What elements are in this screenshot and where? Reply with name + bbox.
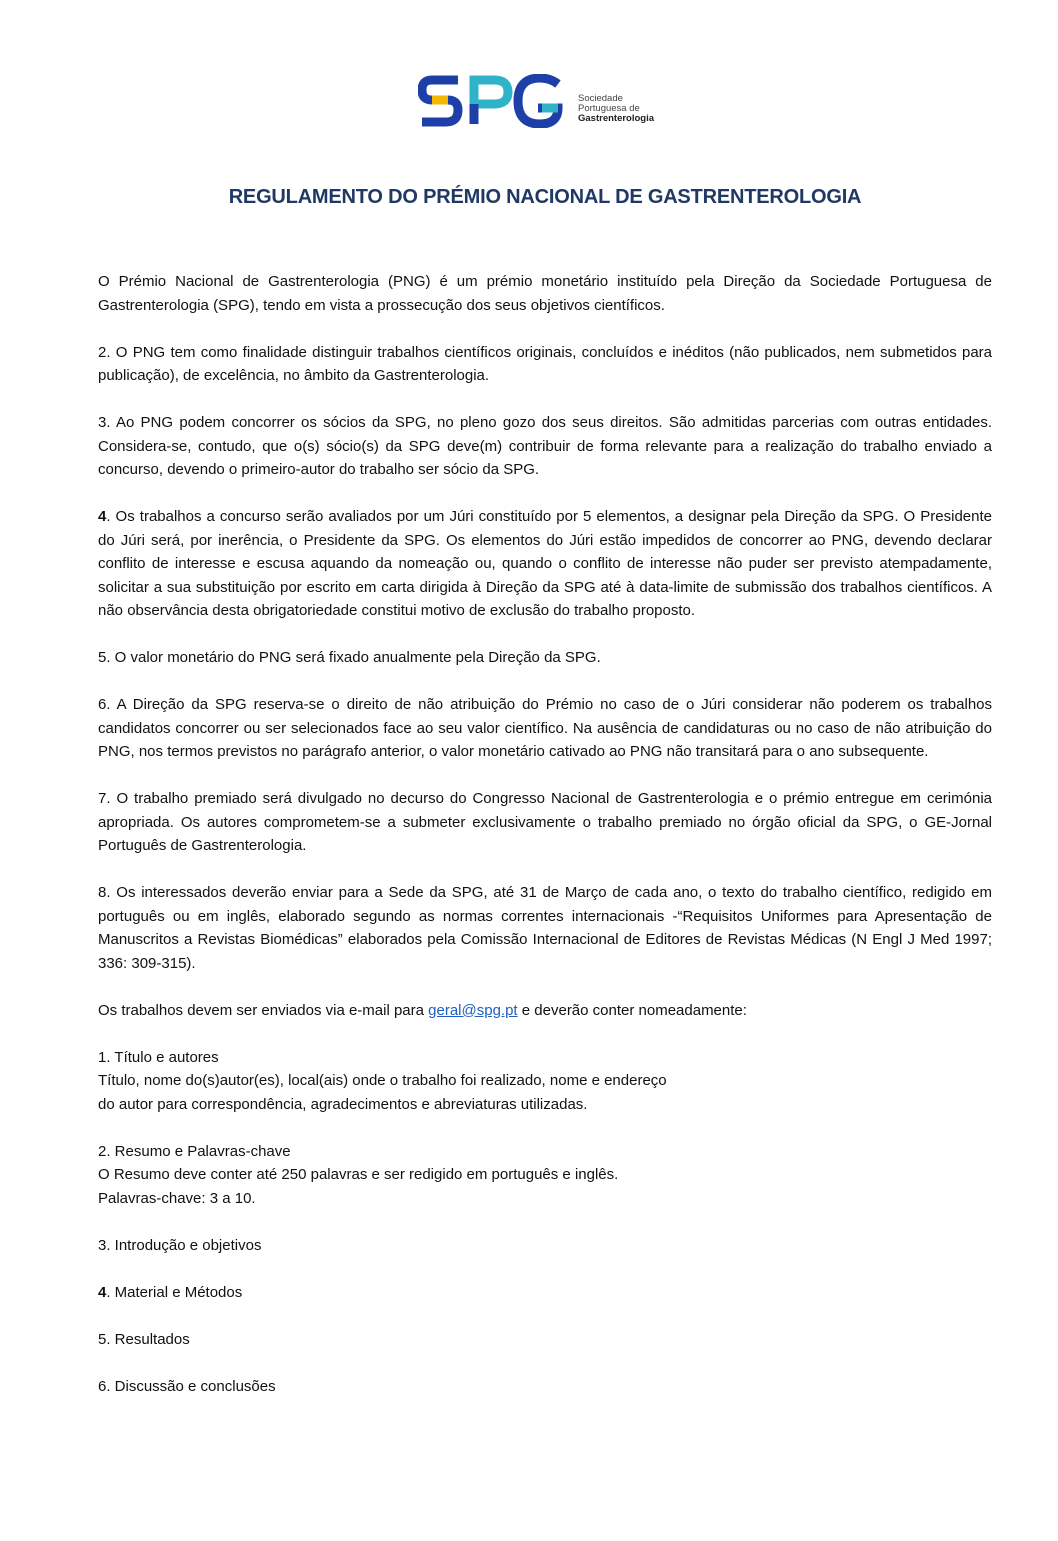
clause-4-number: 4 <box>98 508 107 525</box>
document-body <box>98 270 992 1398</box>
item-6: 6. Discussão e conclusões <box>98 1377 276 1395</box>
clause-4 <box>98 505 992 623</box>
item-5: 5. Resultados <box>98 1330 190 1348</box>
item-2-line-2: Palavras-chave: 3 a 10. <box>98 1189 256 1207</box>
document-title: REGULAMENTO DO PRÉMIO NACIONAL DE GASTRENTEROLOGIA <box>228 186 862 208</box>
item-3: 3. Introdução e objetivos <box>98 1236 262 1254</box>
clause-2: 2. O PNG tem como finalidade distinguir trabalhos científicos originais, concluídos e inéditos (não publicados, nem submetidos para publicação), de excelência, no âmbito da Gastrenterologia. <box>98 343 992 384</box>
clause-8: 8. Os interessados deverão enviar para a Sede da SPG, até 31 de Março de cada ano, o texto do trabalho científico, redigido em português ou em inglês, elaborado segundo as normas correntes internacionais -“Requisitos Uniformes para Apresentação de Manuscritos a Revistas Biomédicas” elaborados pela Comissão Internacional de Editores de Revistas Médicas (N Engl J Med 1997; 336: 309-315). <box>98 884 992 972</box>
clause-6: 6. A Direção da SPG reserva-se o direito de não atribuição do Prémio no caso de o Júri considerar não poderem os trabalhos candidatos concorrer ou ser selecionados face ao seu valor científico. Na ausência de candidaturas ou no caso de não atribuição do PNG, nos termos previstos no parágrafo anterior, o valor monetário cativado ao PNG não transitará para o ano subsequente. <box>98 696 992 760</box>
item-1-line-2: do autor para correspondência, agradecimentos e abreviaturas utilizadas. <box>98 1095 588 1113</box>
logo-wordmark <box>578 94 654 124</box>
item-4-number: 4 <box>98 1283 107 1301</box>
item-1-title: 1. Título e autores <box>98 1048 219 1066</box>
submission-text-after: e deverão conter nomeadamente: <box>517 1001 747 1019</box>
submission-text-before: Os trabalhos devem ser enviados via e-mail para <box>98 1001 429 1019</box>
logo-line-2: Portuguesa de <box>578 103 640 114</box>
clause-3: 3. Ao PNG podem concorrer os sócios da SPG, no pleno gozo dos seus direitos. São admitidas parcerias com outras entidades. Considera-se, contudo, que o(s) sócio(s) da SPG deve(m) contribuir de forma relevante para a realização do trabalho enviado a concurso, devendo o primeiro-autor do trabalho ser sócio da SPG. <box>98 414 992 478</box>
submission-instructions <box>98 999 992 1023</box>
item-4 <box>98 1281 992 1305</box>
logo-line-1: Sociedade <box>578 93 623 104</box>
item-2-title: 2. Resumo e Palavras-chave <box>98 1142 291 1160</box>
item-4-text: . Material e Métodos <box>106 1283 243 1301</box>
clause-4-text: . Os trabalhos a concurso serão avaliados por um Júri constituído por 5 elementos, a designar pela Direção da SPG. O Presidente do Júri será, por inerência, o Presidente da SPG. Os elementos do Júri estão impedidos de concorrer ao PNG, devendo declarar conflito de interesse e escusa aquando da nomeação ou, quando o conflito de interesse não puder ser previsto atempadamente, solicitar a sua substituição por escrito em carta dirigida à Direção da SPG até à data-limite de submissão dos trabalhos científicos. A não observância desta obrigatoriedade constitui motivo de exclusão do trabalho proposto. <box>98 508 992 619</box>
spg-logo-mark <box>418 74 568 128</box>
item-1-line-1: Título, nome do(s)autor(es), local(ais) onde o trabalho foi realizado, nome e endereço <box>98 1072 667 1089</box>
clause-5: 5. O valor monetário do PNG será fixado anualmente pela Direção da SPG. <box>98 649 601 666</box>
item-2-line-1: O Resumo deve conter até 250 palavras e ser redigido em português e inglês. <box>98 1166 619 1183</box>
intro-paragraph: O Prémio Nacional de Gastrenterologia (PNG) é um prémio monetário instituído pela Direção da Sociedade Portuguesa de Gastrenterologia (SPG), tendo em vista a prossecução dos seus objetivos científicos. <box>98 273 992 314</box>
spg-logo <box>418 74 678 128</box>
clause-7: 7. O trabalho premiado será divulgado no decurso do Congresso Nacional de Gastrenterologia e o prémio entregue em cerimónia apropriada. Os autores comprometem-se a submeter exclusivamente o trabalho premiado no órgão oficial da SPG, o GE-Jornal Português de Gastrenterologia. <box>98 790 992 854</box>
logo-line-3: Gastrenterologia <box>578 113 655 124</box>
email-link[interactable]: geral@spg.pt <box>428 1001 518 1019</box>
